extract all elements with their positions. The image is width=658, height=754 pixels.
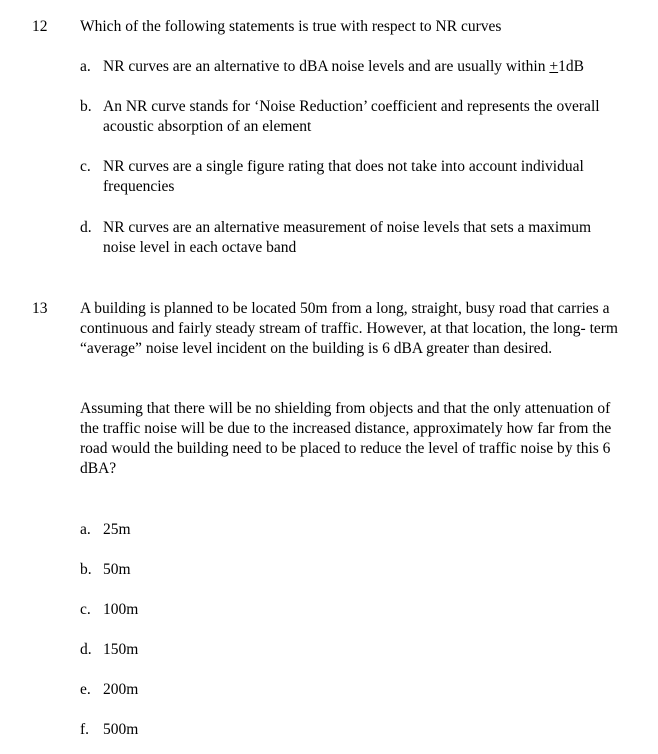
option-letter: d. [80,219,92,236]
option-letter: c. [80,601,91,618]
option-text: 25m [103,521,131,538]
option-letter: e. [80,681,91,698]
option-text: 200m [103,681,139,698]
question-number: 12 [32,18,48,35]
answer-option[interactable] [80,520,620,540]
option-text: NR curves are an alternative to dBA noise levels and are usually within +1dB [103,58,584,75]
option-text: 50m [103,561,131,578]
option-letter: d. [80,641,92,658]
answer-option[interactable] [80,157,620,197]
option-letter: b. [80,561,92,578]
option-text: An NR curve stands for ‘Noise Reduction’ coefficient and represents the overall acoustic absorption of an element [103,98,600,135]
option-letter: c. [80,158,91,175]
option-text: NR curves are a single figure rating that does not take into account individual frequencies [103,158,584,195]
answer-option[interactable] [80,600,620,620]
answer-option[interactable] [80,640,620,660]
answer-option[interactable] [80,57,620,77]
answer-option[interactable] [80,720,620,740]
option-text: 150m [103,641,139,658]
answer-option[interactable] [80,218,620,258]
answer-option[interactable] [80,97,620,137]
option-text: NR curves are an alternative measurement of noise levels that sets a maximum noise level in each octave band [103,219,592,256]
option-letter: b. [80,98,92,115]
plus-minus-sign: + [549,58,559,75]
option-text: 500m [103,721,139,738]
option-letter: a. [80,58,91,75]
question-stem: Which of the following statements is true with respect to NR curves [80,18,502,35]
answer-option[interactable] [80,560,620,580]
question-number: 13 [32,300,48,317]
question-stem-paragraph: A building is planned to be located 50m from a long, straight, busy road that carries a continuous and fairly steady stream of traffic. However, at that location, the long- term “average” noise level incident on the building is 6 dBA greater than desired. [80,300,618,357]
option-letter: a. [80,521,91,538]
option-text: 100m [103,601,139,618]
answer-option[interactable] [80,680,620,700]
option-letter: f. [80,721,90,738]
question-stem-paragraph: Assuming that there will be no shielding from objects and that the only attenuation of the traffic noise will be due to the increased distance, approximately how far from the road would the building need to be placed to reduce the level of traffic noise by this 6 dBA? [80,400,612,477]
